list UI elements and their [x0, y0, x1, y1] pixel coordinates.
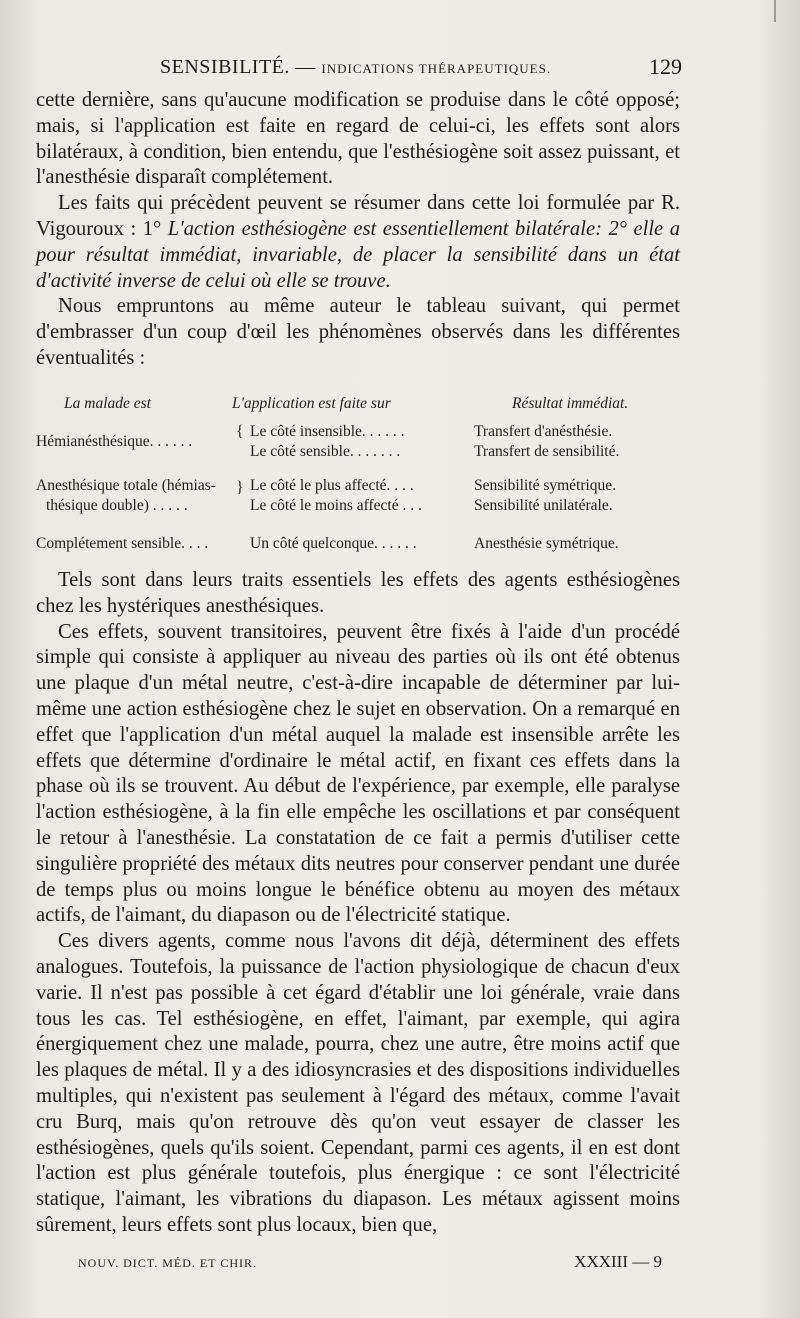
table-header-row: [36, 394, 680, 422]
table-row: [36, 476, 680, 534]
table-cell-result: Anesthésie symétrique.: [474, 535, 619, 552]
header-title-main: SENSIBILITÉ.: [160, 56, 290, 78]
table-cell-result: Sensibilité unilatérale.: [474, 497, 613, 514]
page-edge-mark: [774, 0, 776, 22]
table-cell-application: Le côté le moins affecté . . .: [250, 497, 422, 514]
page-footer: [78, 1252, 682, 1274]
header-dash: —: [295, 56, 316, 78]
paragraph-law-italic: L'action esthésiogène est essentiellement bilatérale: 2° elle a pour résultat immédiat, invariable, de placer la sensibilité dans un état d'activité inverse de celui où elle se trouve.: [36, 217, 680, 292]
table-header-result: Résultat immédiat.: [512, 395, 629, 412]
table-row: [36, 534, 680, 560]
table-cell-subject: thésique double) . . . . .: [46, 497, 188, 514]
running-header: [36, 52, 682, 82]
paragraph-law-text: Les faits qui précèdent peuvent se résumer dans cette loi formulée par R. Vigouroux : 1°: [36, 192, 680, 240]
paragraph: Nous empruntons au même auteur le tableau suivant, qui permet d'embrasser d'un coup d'œil les phénomènes observés dans les différentes éventualités :: [36, 295, 680, 369]
table-cell-subject: Complétement sensible. . . .: [36, 535, 209, 552]
table-header-subject: La malade est: [64, 395, 151, 412]
brace-glyph: {: [236, 423, 244, 440]
brace-glyph: }: [236, 479, 244, 496]
results-table: [36, 394, 680, 560]
footer-signature: NOUV. DICT. MÉD. ET CHIR.: [78, 1256, 258, 1270]
table-header-application: L'application est faite sur: [232, 395, 391, 412]
table-cell-subject: Hémianésthésique. . . . . .: [36, 433, 193, 450]
paragraph: Ces effets, souvent transitoires, peuvent être fixés à l'aide d'un procédé simple qui consiste à appliquer au niveau des parties où ils ont été obtenus une plaque d'un métal neutre, c'est-à-dire incapable de déterminer par lui-même une action esthésiogène chez le sujet en observation. On a remarqué en effet que l'application d'un métal auquel la malade est insensible arrête les effets que détermine d'ordinaire le métal actif, en fixant ces effets dans la phase où ils se trouvent. Au début de l'expérience, par exemple, elle paralyse l'action esthésiogène, à la fin elle empêche les oscillations et par conséquent le retour à l'anesthésie. La constatation de ce fait a permis d'utiliser cette singulière propriété des métaux dits neutres pour conserver pendant une durée de temps plus ou moins longue le bénéfice obtenu au moyen des métaux actifs, de l'aimant, du diapason ou de l'électricité statique.: [36, 620, 680, 927]
table-cell-application: Le côté le plus affecté. . . .: [250, 477, 414, 494]
header-title-sub: INDICATIONS THÉRAPEUTIQUES.: [321, 61, 552, 76]
table-cell-application: Un côté quelconque. . . . . .: [250, 535, 417, 552]
table-cell-result: Transfert d'anésthésie.: [474, 423, 613, 440]
paragraph-law: [36, 191, 680, 294]
table-row: [36, 422, 680, 470]
table-cell-application: Le côté insensible. . . . . .: [250, 423, 405, 440]
text-block-bottom: [36, 568, 680, 1239]
table-cell-subject: Anesthésique totale (hémias-: [36, 477, 216, 494]
paragraph: cette dernière, sans qu'aucune modification se produise dans le côté opposé; mais, si l'application est faite en regard de celui-ci, les effets sont alors bilatéraux, à condition, bien entendu, que l'esthésiogène soit assez puissant, et l'anesthésie disparaît complétement.: [36, 89, 680, 189]
table-cell-result: Sensibilité symétrique.: [474, 477, 617, 494]
table-cell-result: Transfert de sensibilité.: [474, 443, 620, 460]
page-number: 129: [649, 54, 682, 79]
header-title: [160, 56, 551, 79]
table-cell-application: Le côté sensible. . . . . . .: [250, 443, 401, 460]
paragraph: Ces divers agents, comme nous l'avons dit déjà, déterminent des effets analogues. Toutefois, la puissance de l'action physiologique de chacun d'eux varie. Il n'est pas possible à cet égard d'établir une loi générale, vraie dans tous les cas. Tel esthésiogène, en effet, l'aimant, par exemple, qui agira énergiquement chez une malade, pourra, chez une autre, être moins actif que les plaques de métal. Il y a des idiosyncrasies et des dispositions individuelles multiples, qui n'existent pas seulement à l'égard des métaux, comme l'avait cru Burq, mais qu'on retrouve dès qu'on veut essayer de classer les esthésiogènes, quels qu'ils soient. Cependant, parmi ces agents, il en est dont l'action est plus générale toutefois, plus énergique : ce sont l'électricité statique, l'aimant, les vibrations du diapason. Les métaux agissent moins sûrement, leurs effets sont plus locaux, bien que,: [36, 930, 680, 1236]
text-block-top: [36, 88, 680, 372]
footer-volume-mark: XXXIII — 9: [574, 1252, 662, 1271]
paragraph: Tels sont dans leurs traits essentiels les effets des agents esthésiogènes chez les hystériques anesthésiques.: [36, 569, 680, 617]
